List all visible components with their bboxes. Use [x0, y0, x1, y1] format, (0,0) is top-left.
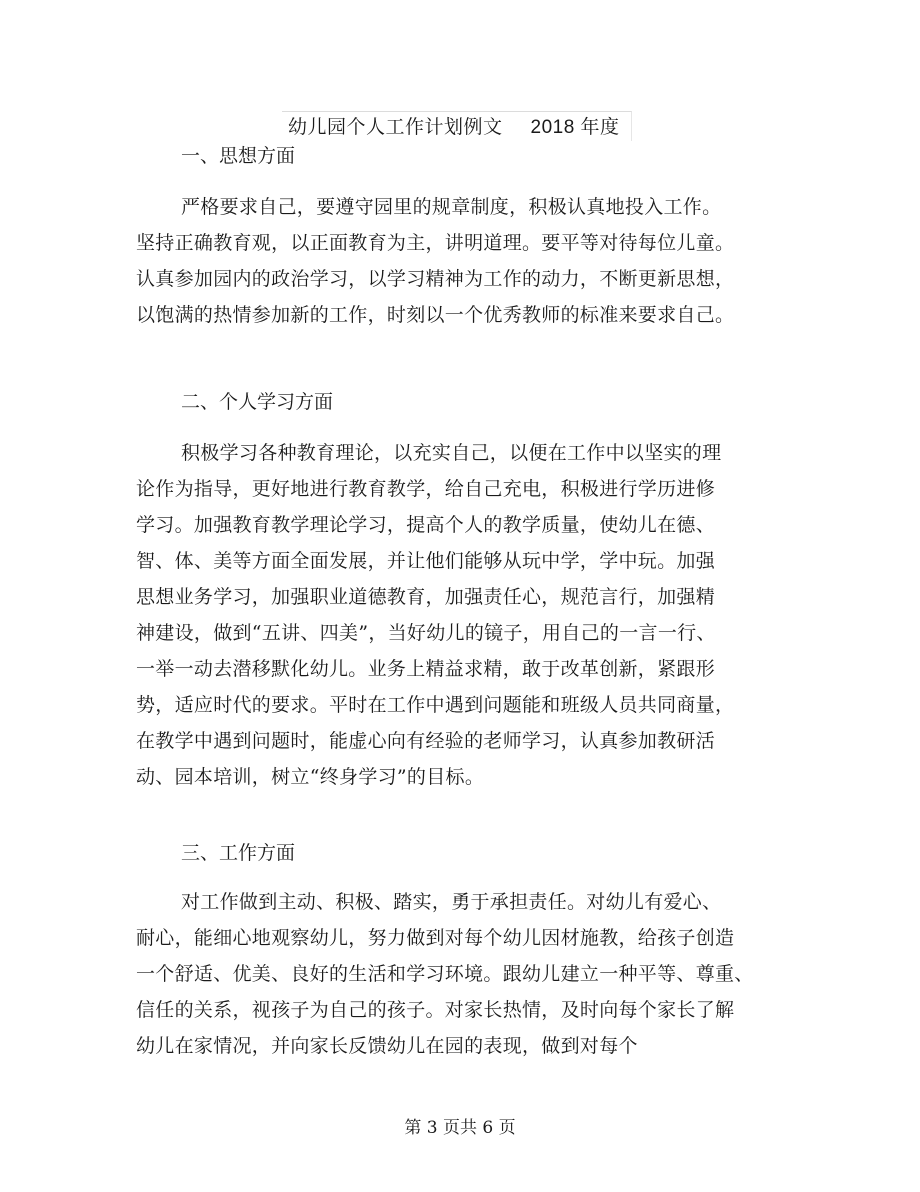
title-main: 幼儿园个人工作计划例文	[288, 116, 503, 138]
paragraph-line: 积极学习各种教育理论，以充实自己，以便在工作中以坚实的理	[181, 442, 722, 464]
paragraph-line: 严格要求自己，要遵守园里的规章制度，积极认真地投入工作。	[181, 196, 722, 218]
paragraph-line: 坚持正确教育观，以正面教育为主，讲明道理。要平等对待每位儿童。	[136, 232, 735, 254]
paragraph-line: 论作为指导，更好地进行教育教学，给自己充电，积极进行学历进修	[136, 478, 716, 500]
section-paragraph-3	[136, 884, 754, 1064]
paragraph-line: 动、园本培训，树立“终身学习”的目标。	[136, 766, 485, 788]
paragraph-line: 势，适应时代的要求。平时在工作中遇到问题能和班级人员共同商量，	[136, 694, 735, 716]
paragraph-line: 学习。加强教育教学理论学习，提高个人的教学质量，使幼儿在德、	[136, 514, 716, 536]
paragraph-line: 认真参加园内的政治学习，以学习精神为工作的动力，不断更新思想，	[136, 268, 735, 290]
section-heading-2: 二、个人学习方面	[181, 391, 334, 413]
paragraph-line: 以饱满的热情参加新的工作，时刻以一个优秀教师的标准来要求自己。	[136, 304, 735, 326]
title-year: 2018 年度	[530, 117, 620, 138]
paragraph-line: 耐心，能细心地观察幼儿，努力做到对每个幼儿因材施教，给孩子创造	[136, 927, 735, 949]
paragraph-line: 在教学中遇到问题时，能虚心向有经验的老师学习，认真参加教研活	[136, 730, 716, 752]
section-heading-3: 三、工作方面	[181, 842, 296, 864]
paragraph-line: 智、体、美等方面全面发展，并让他们能够从玩中学，学中玩。加强	[136, 550, 716, 572]
paragraph-line: 神建设，做到“五讲、四美”，当好幼儿的镜子，用自己的一言一行、	[136, 622, 716, 644]
paragraph-line: 对工作做到主动、积极、踏实，勇于承担责任。对幼儿有爱心、	[181, 891, 722, 913]
section-paragraph-1	[136, 189, 746, 333]
paragraph-line: 一个舒适、优美、良好的生活和学习环境。跟幼儿建立一种平等、尊重、	[136, 963, 754, 985]
page-number-footer: 第 3 页共 6 页	[404, 1118, 516, 1138]
section-heading-1: 一、思想方面	[181, 145, 296, 167]
paragraph-line: 思想业务学习，加强职业道德教育，加强责任心，规范言行，加强精	[136, 586, 716, 608]
section-paragraph-2	[136, 435, 746, 795]
document-title	[288, 114, 620, 141]
paragraph-line: 一举一动去潜移默化幼儿。业务上精益求精，敢于改革创新，紧跟形	[136, 658, 716, 680]
paragraph-line: 幼儿在家情况，并向家长反馈幼儿在园的表现，做到对每个	[136, 1035, 638, 1057]
paragraph-line: 信任的关系，视孩子为自己的孩子。对家长热情，及时向每个家长了解	[136, 999, 735, 1021]
